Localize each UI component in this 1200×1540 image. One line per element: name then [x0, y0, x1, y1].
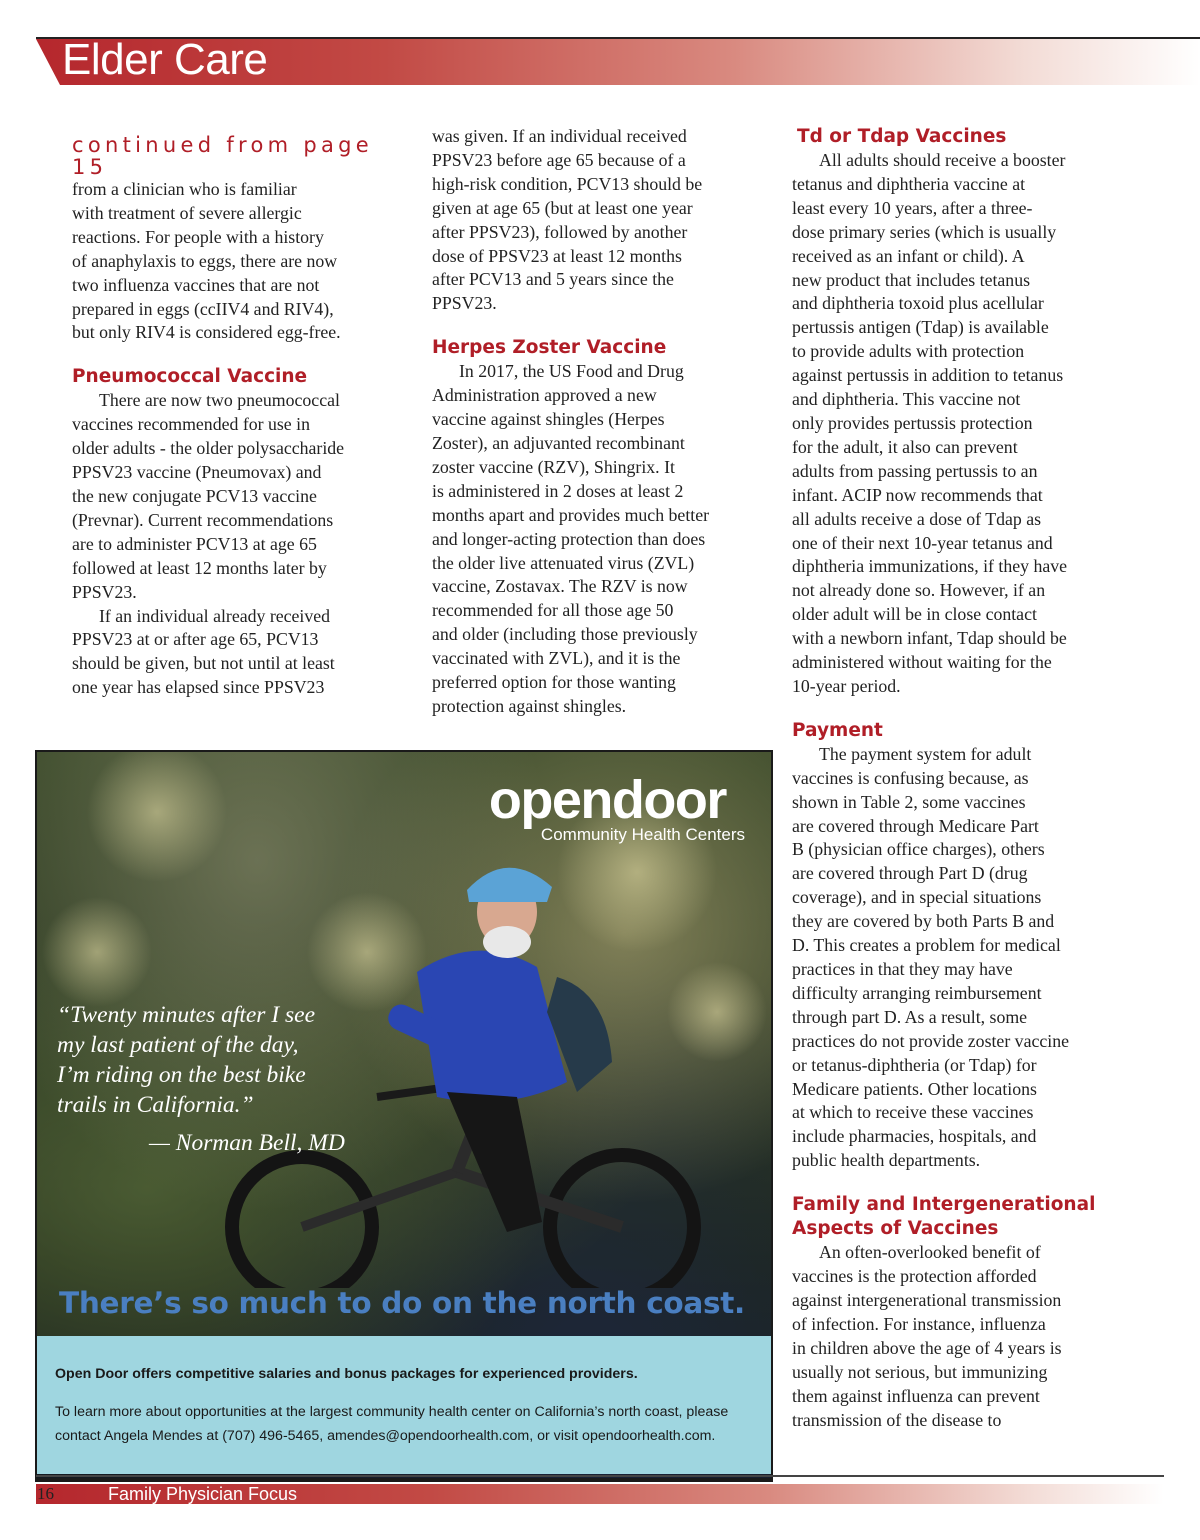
text-line: B (physician office charges), others	[792, 839, 1045, 860]
text-line: “Twenty minutes after I see	[57, 1002, 316, 1028]
text-line: from a clinician who is familiar	[72, 179, 297, 199]
ad-info-contact: To learn more about opportunities at the largest community health center on California’s north coast, please contact Angela Mendes at (707) 496-5465, amendes@opendoorhealth.com, or visit opendoorhealth.com.	[55, 1404, 729, 1444]
text-line: high-risk condition, PCV13 should be	[432, 173, 703, 194]
text-line: practices do not provide zoster vaccine	[792, 1030, 1069, 1051]
text-line: protection against shingles.	[432, 695, 627, 716]
text-line: all adults receive a dose of Tdap as	[792, 508, 1042, 529]
text-line: through part D. As a result, some	[792, 1006, 1028, 1027]
text-line: the older live attenuated virus (ZVL)	[432, 552, 695, 573]
text-line: recommended for all those age 50	[432, 600, 674, 621]
text-line: one of their next 10-year tetanus and	[792, 532, 1053, 553]
text-line: dose primary series (which is usually	[792, 221, 1057, 242]
text-line: transmission of the disease to	[792, 1409, 1002, 1430]
payment-heading: Payment	[792, 719, 883, 741]
opendoor-logo	[488, 770, 745, 844]
text-line: are covered through Part D (drug	[792, 863, 1028, 884]
text-line: vaccines recommended for use in	[72, 414, 310, 435]
text-line: vaccine, Zostavax. The RZV is now	[432, 576, 688, 597]
text-line: PPSV23.	[72, 581, 137, 602]
text-line: after PPSV23), followed by another	[432, 221, 688, 242]
text-line: D. This creates a problem for medical	[792, 935, 1061, 956]
text-line: preferred option for those wanting	[432, 672, 676, 693]
text-line: with a newborn infant, Tdap should be	[792, 628, 1067, 649]
text-line: PPSV23 vaccine (Pneumovax) and	[72, 462, 322, 483]
text-line: of anaphylaxis to eggs, there are now	[72, 250, 338, 271]
text-line: tetanus and diphtheria vaccine at	[792, 173, 1026, 194]
text-line: trails in California.”	[57, 1092, 254, 1118]
text-line: (Prevnar). Current recommendations	[72, 509, 334, 530]
text-line: least every 10 years, after a three-	[792, 197, 1033, 218]
text-line: public health departments.	[792, 1150, 981, 1171]
text-line: should be given, but not until at least	[72, 653, 335, 674]
text-line: older adults - the older polysaccharide	[72, 438, 345, 459]
text-line: vaccines is the protection afforded	[792, 1266, 1037, 1287]
text-line: An often-overlooked benefit of	[819, 1242, 1041, 1263]
text-line: in children above the age of 4 years is	[792, 1337, 1062, 1358]
text-line: vaccines is confusing because, as	[792, 767, 1029, 788]
text-line: The payment system for adult	[819, 743, 1032, 764]
opendoor-advertisement	[35, 750, 773, 1482]
pneumococcal-paragraph-2	[72, 605, 407, 701]
text-line: 10-year period.	[792, 675, 901, 696]
text-line: against intergenerational transmission	[792, 1289, 1062, 1310]
text-line: is administered in 2 doses at least 2	[432, 480, 684, 501]
page-number: 16	[37, 1484, 54, 1503]
text-line: Zoster), an adjuvanted recombinant	[432, 432, 685, 453]
text-line: only provides pertussis protection	[792, 412, 1033, 433]
text-line: reactions. For people with a history	[72, 226, 324, 247]
text-line: PPSV23.	[432, 293, 497, 314]
text-line: of infection. For instance, influenza	[792, 1313, 1046, 1334]
text-line: PPSV23 at or after age 65, PCV13	[72, 629, 319, 650]
text-line: and longer-acting protection than does	[432, 528, 706, 549]
text-line: include pharmacies, hospitals, and	[792, 1126, 1037, 1147]
ad-tagline: There’s so much to do on the north coast.	[59, 1286, 745, 1320]
text-line: one year has elapsed since PPSV23	[72, 677, 325, 698]
text-line: infant. ACIP now recommends that	[792, 484, 1043, 505]
text-line: new product that includes tetanus	[792, 269, 1031, 290]
text-line: Medicare patients. Other locations	[792, 1078, 1037, 1099]
text-line: or tetanus-diphtheria (or Tdap) for	[792, 1054, 1037, 1075]
pneumococcal-heading: Pneumococcal Vaccine	[72, 366, 308, 388]
text-line: and diphtheria toxoid plus acellular	[792, 293, 1044, 314]
text-line: All adults should receive a booster	[819, 150, 1066, 170]
text-line: vaccinated with ZVL), and it is the	[432, 648, 681, 669]
logo-wordmark: opendoor	[488, 770, 726, 830]
text-line: two influenza vaccines that are not	[72, 274, 320, 295]
text-line: my last patient of the day,	[57, 1032, 299, 1058]
text-line: are covered through Medicare Part	[792, 815, 1039, 836]
text-line: adults from passing pertussis to an	[792, 460, 1038, 481]
testimonial-quote	[57, 1000, 387, 1120]
text-line: prepared in eggs (ccIIV4 and RIV4),	[72, 298, 334, 319]
ad-info-panel	[37, 1336, 771, 1474]
text-line: followed at least 12 months later by	[72, 557, 327, 578]
text-line: at which to receive these vaccines	[792, 1102, 1034, 1123]
text-line: to provide adults with protection	[792, 341, 1025, 362]
text-line: the new conjugate PCV13 vaccine	[72, 485, 317, 506]
text-line: and older (including those previously	[432, 624, 698, 645]
text-line: given at age 65 (but at least one year	[432, 197, 693, 218]
td-tdap-heading: Td or Tdap Vaccines	[797, 126, 1007, 147]
text-line: they are covered by both Parts B and	[792, 911, 1055, 932]
text-line: PPSV23 before age 65 because of a	[432, 149, 686, 170]
family-paragraph	[792, 1241, 1132, 1432]
text-line: and diphtheria. This vaccine not	[792, 389, 1021, 410]
text-line: Administration approved a new	[432, 385, 657, 406]
magazine-title: Family Physician Focus	[108, 1484, 298, 1504]
herpes-zoster-heading: Herpes Zoster Vaccine	[432, 337, 667, 359]
text-line: but only RIV4 is considered egg-free.	[72, 322, 341, 343]
td-tdap-paragraph	[792, 149, 1132, 699]
text-line: I’m riding on the best bike	[57, 1062, 306, 1088]
text-line: zoster vaccine (RZV), Shingrix. It	[432, 456, 675, 477]
column-2	[432, 125, 772, 719]
family-heading-line-2: Aspects of Vaccines	[792, 1218, 999, 1240]
intro-paragraph	[72, 178, 407, 345]
pneumococcal-paragraph-1	[72, 389, 407, 604]
text-line: usually not serious, but immunizing	[792, 1361, 1048, 1382]
text-line: difficulty arranging reimbursement	[792, 982, 1042, 1003]
footer-rule	[36, 1475, 1164, 1477]
text-line: for the adult, it also can prevent	[792, 436, 1018, 457]
text-line: older adult will be in close contact	[792, 604, 1037, 625]
text-line: with treatment of severe allergic	[72, 202, 302, 223]
text-line: against pertussis in addition to tetanus	[792, 365, 1064, 386]
text-line: received as an infant or child). A	[792, 245, 1025, 266]
payment-paragraph	[792, 743, 1132, 1173]
ad-info-headline: Open Door offers competitive salaries and bonus packages for experienced providers.	[55, 1366, 638, 1382]
text-line: after PCV13 and 5 years since the	[432, 269, 674, 290]
text-line: pertussis antigen (Tdap) is available	[792, 317, 1049, 338]
pneumococcal-continuation	[432, 125, 772, 316]
section-title: Elder Care	[62, 35, 268, 84]
text-line: practices in that they may have	[792, 959, 1013, 979]
logo-subtitle: Community Health Centers	[540, 825, 745, 844]
text-line: them against influenza can prevent	[792, 1385, 1040, 1406]
text-line: diphtheria immunizations, if they have	[792, 556, 1068, 577]
family-heading-line-1: Family and Intergenerational	[792, 1194, 1096, 1216]
text-line: vaccine against shingles (Herpes	[432, 409, 665, 430]
text-line: coverage), and in special situations	[792, 887, 1042, 908]
text-line: In 2017, the US Food and Drug	[459, 361, 684, 382]
text-line: shown in Table 2, some vaccines	[792, 791, 1026, 812]
text-line: dose of PPSV23 at least 12 months	[432, 245, 682, 266]
text-line: There are now two pneumococcal	[99, 390, 340, 411]
text-line: If an individual already received	[99, 605, 331, 626]
text-line: was given. If an individual received	[432, 126, 687, 146]
continued-from-label: continued from page 15	[72, 133, 374, 179]
text-line: are to administer PCV13 at age 65	[72, 533, 317, 554]
text-line: administered without waiting for the	[792, 652, 1052, 673]
column-3	[792, 125, 1132, 1432]
column-1	[72, 134, 407, 700]
herpes-zoster-paragraph	[432, 360, 772, 719]
testimonial-attribution: — Norman Bell, MD	[149, 1130, 345, 1156]
text-line: months apart and provides much better	[432, 504, 710, 525]
text-line: not already done so. However, if an	[792, 580, 1046, 601]
